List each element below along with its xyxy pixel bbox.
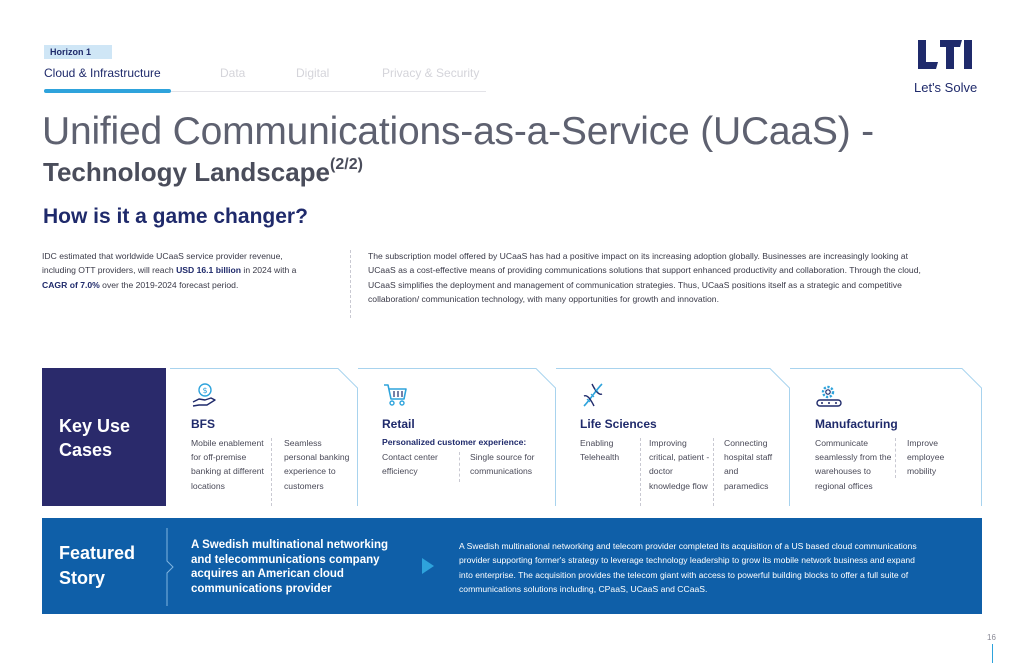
page-number-line [992,644,993,663]
dna-icon [580,382,606,408]
active-tab-indicator [44,89,171,93]
column-divider [895,438,896,478]
logo-tagline: Let's Solve [914,80,978,95]
intro-left-highlight-cagr: CAGR of 7.0% [42,279,100,290]
intro-left-text [42,249,297,292]
page-title-line2 [43,157,363,188]
use-case-life-sciences [556,368,790,506]
section-nav [44,66,486,92]
intro-left-t1: IDC estimated that worldwide UCaaS service provider revenue, including OTT providers, will reach [42,251,283,276]
use-case-point: Connecting hospital staff and paramedics [724,438,773,491]
arrow-right-icon [422,558,434,574]
column-divider [713,438,714,506]
intro-left-highlight-revenue: USD 16.1 billion [176,265,242,276]
tab-cloud-infrastructure[interactable]: Cloud & Infrastructure [44,66,161,80]
use-case-bfs [170,368,358,506]
use-case-point: Enabling Telehealth [580,438,620,463]
intro-left-t2: in 2024 with a [241,265,297,276]
use-case-point: Mobile enablement for off-premise banking at different locations [191,438,264,491]
gear-conveyor-icon [815,382,841,408]
use-case-point: Improve employee mobility [907,438,945,477]
featured-story [42,518,982,614]
use-case-title: Manufacturing [815,417,898,431]
page-title-superscript: (2/2) [330,156,363,174]
bracket-divider [166,528,176,606]
intro-left-t3: over the 2019-2024 forecast period. [99,279,239,290]
intro-right-text: The subscription model offered by UCaaS has had a positive impact on its increasing adoption globally. Businesses are increasingly looking at UCaaS as a cost-effective means of providing communications solutions that support enhanced productivity and collaboration. Through the cloud, UCaaS simplifies the deployment and management of communication strategies. Thus, UCaaS positions itself as a strategic and competitive collaboration/ communication technology, with many opportunities for growth and innovation. [368,251,921,304]
tab-privacy-security[interactable]: Privacy & Security [382,66,480,80]
column-divider [271,438,272,506]
use-case-point: Seamless personal banking experience to customers [284,438,350,491]
page-number: 16 [987,633,996,642]
use-case-title: Life Sciences [580,417,657,431]
lti-logo-mark [916,38,976,70]
intro-divider [350,250,351,318]
use-case-point: Single source for communications [470,452,535,477]
page-title: Unified Communications-as-a-Service (UCaaS) - [42,110,874,153]
svg-text:$: $ [202,386,208,395]
use-case-title: BFS [191,417,215,431]
use-case-subtitle: Personalized customer experience: [382,437,527,447]
use-case-point: Contact center efficiency [382,452,438,477]
use-case-title: Retail [382,417,415,431]
horizon-badge: Horizon 1 [44,45,112,59]
featured-story-body: A Swedish multinational networking and telecom provider completed its acquisition of a US based cloud communications provider supporting former's strategy to leverage technology leadership to grow its mobile network business and expand into enterprise. The acquisition provides the telecom giant with access to powerful building blocks to offer a full suite of communications solutions including, CPaaS, UCaaS and CCaaS. [459,541,917,594]
featured-story-label: Featured Story [59,543,136,588]
use-case-retail [358,368,556,506]
column-divider [640,438,641,506]
money-hand-icon [191,382,217,408]
tab-digital[interactable]: Digital [296,66,330,80]
use-case-point: Improving critical, patient - doctor knowledge flow [649,438,710,491]
use-case-manufacturing [790,368,982,506]
column-divider [459,452,460,482]
use-case-point: Communicate seamlessly from the warehouses to regional offices [815,438,892,491]
tab-data[interactable]: Data [220,66,246,80]
shopping-cart-icon [382,382,408,408]
featured-story-headline: A Swedish multinational networking and telecommunications company acquires an American cloud communications provider [191,539,389,595]
key-use-cases-label: Key Use Cases [42,368,166,506]
section-subheading: How is it a game changer? [43,205,308,228]
page-title-main: Technology Landscape [43,157,331,187]
